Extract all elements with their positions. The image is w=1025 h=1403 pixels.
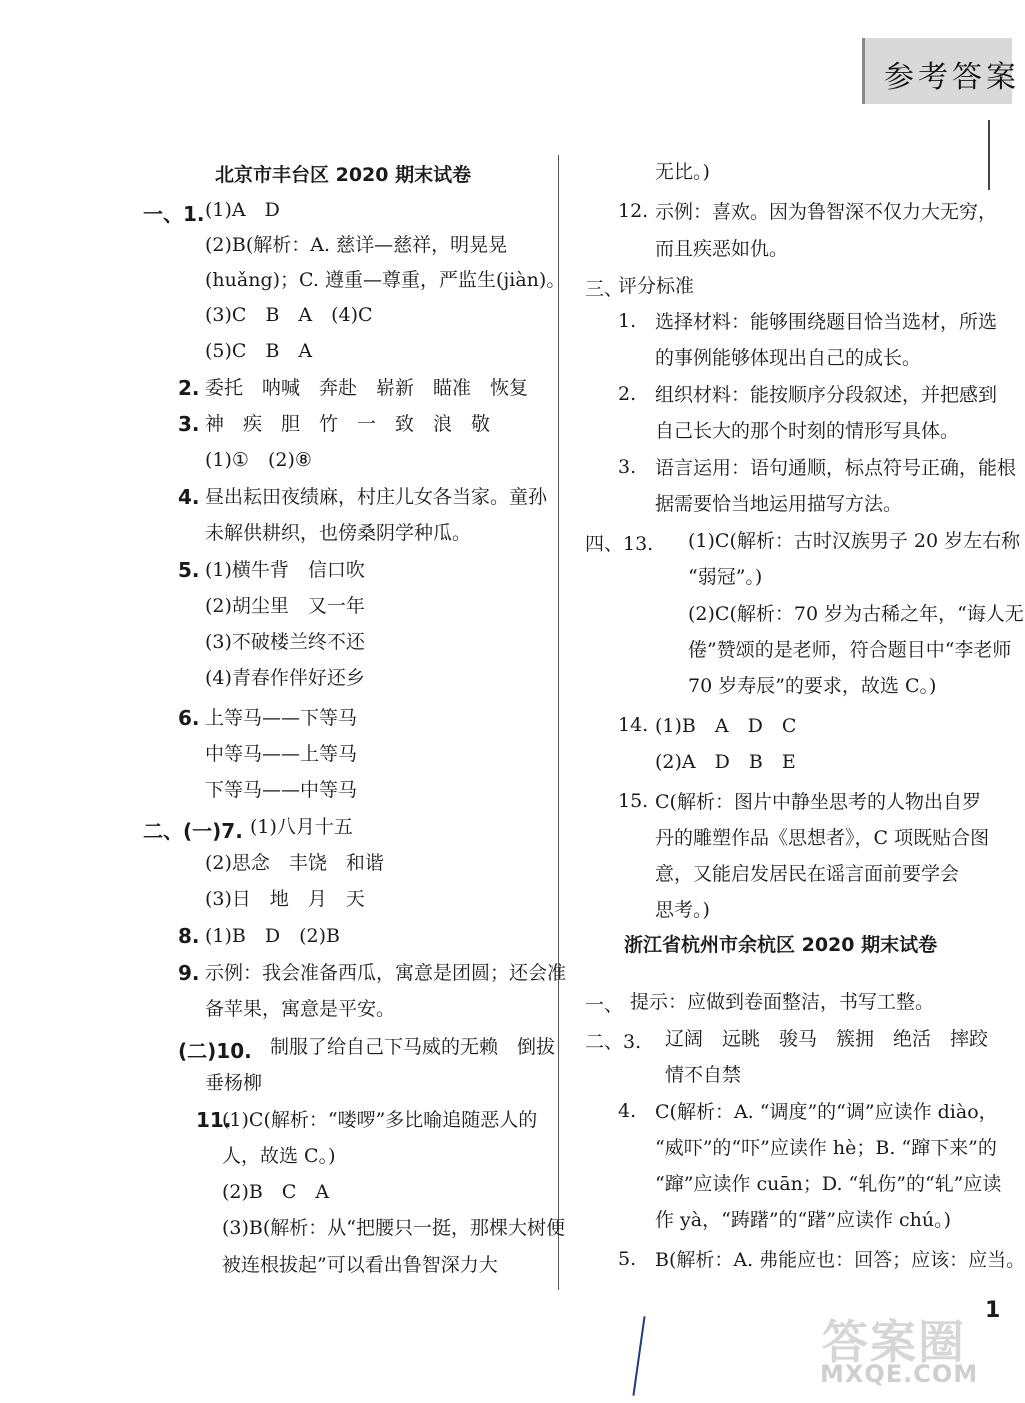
answer-line: 人，故选 C。) <box>222 1145 336 1167</box>
answer-line: 神 疾 胆 竹 一 致 浪 敬 <box>205 413 491 435</box>
item-number: 15. <box>618 790 649 812</box>
answer-line: 委托 呐喊 奔赴 崭新 瞄准 恢复 <box>205 377 529 399</box>
item-number: 2. <box>618 383 637 405</box>
watermark-url: MXQE.COM <box>820 1360 979 1388</box>
answer-line: (1)B A D C <box>655 715 797 737</box>
item-number: 三、 <box>585 278 624 300</box>
item-number: 1. <box>618 310 637 332</box>
item-number: 14. <box>618 714 649 736</box>
answer-line: 意，又能启发居民在谣言面前要学会 <box>655 863 960 885</box>
item-number: 6. <box>178 706 200 730</box>
answer-line: (1)C(解析：“喽啰”多比喻追随恶人的 <box>222 1109 538 1131</box>
side-mark <box>988 120 1002 190</box>
answer-line: (1)横牛背 信口吹 <box>205 559 365 581</box>
answer-line: (2)胡尘里 又一年 <box>205 595 365 617</box>
answer-line: (3)日 地 月 天 <box>205 888 365 910</box>
item-number: 4. <box>178 485 200 509</box>
answer-line: 备苹果，寓意是平安。 <box>205 998 396 1020</box>
answer-line: 语言运用：语句通顺，标点符号正确，能根 <box>655 457 1017 479</box>
answer-line: (1)C(解析：古时汉族男子 20 岁左右称 <box>688 530 1021 552</box>
item-number: 11. <box>196 1108 232 1132</box>
exam-title-right: 浙江省杭州市余杭区 2020 期末试卷 <box>624 934 938 956</box>
pen-mark <box>632 1316 645 1395</box>
answer-line: 思考。) <box>655 899 710 921</box>
answer-line: (1)① (2)⑧ <box>205 449 312 471</box>
answer-line: (2)B C A <box>222 1181 330 1203</box>
answer-line: 组织材料：能按顺序分段叙述，并把感到 <box>655 384 998 406</box>
answer-line: 自己长大的那个时刻的情形写具体。 <box>655 420 960 442</box>
answer-line: (1)八月十五 <box>250 816 353 838</box>
answer-line: 未解供耕织，也傍桑阴学种瓜。 <box>205 522 472 544</box>
answer-line: 昼出耘田夜绩麻，村庄儿女各当家。童孙 <box>205 486 548 508</box>
answer-line: (3)B(解析：从“把腰只一挺，那棵大树便 <box>222 1217 566 1239</box>
item-number: 5. <box>178 558 200 582</box>
answer-line: (5)C B A <box>205 340 313 362</box>
answer-line: (3)不破楼兰终不还 <box>205 631 365 653</box>
answer-line: 据需要恰当地运用描写方法。 <box>655 493 903 515</box>
watermark-logo: 答案圈 <box>822 1315 966 1369</box>
item-number: 2. <box>178 376 200 400</box>
answer-line: (3)C B A (4)C <box>205 304 373 326</box>
item-number: (二)10. <box>178 1039 252 1063</box>
item-number: 二、(一)7. <box>143 819 243 843</box>
answer-line: 70 岁寿辰”的要求，故选 C。) <box>688 675 937 697</box>
tab-label: 参考答案 <box>884 60 1020 95</box>
answer-line: “蹿”应读作 cuān；D. “轧伤”的“轧”应读 <box>655 1173 1002 1195</box>
item-number: 4. <box>618 1100 637 1122</box>
answer-line: (1)B D (2)B <box>205 925 340 947</box>
answer-line: (2)思念 丰饶 和谐 <box>205 852 384 874</box>
answer-line: C(解析：A. “调度”的“调”应读作 diào， <box>655 1101 998 1123</box>
answer-line: “弱冠”。) <box>688 566 763 588</box>
answer-line: “威吓”的“吓”应读作 hè；B. “蹿下来”的 <box>655 1137 997 1159</box>
answer-line: 示例：我会准备西瓜，寓意是团圆；还会准 <box>205 962 567 984</box>
answer-line: 辽阔 远眺 骏马 簇拥 绝活 摔跤 <box>665 1028 989 1050</box>
answer-line: 被连根拔起”可以看出鲁智深力大 <box>222 1254 498 1276</box>
answer-line: 而且疾恶如仇。 <box>655 238 789 260</box>
answer-line: (2)A D B E <box>655 751 796 773</box>
answer-line: 下等马——中等马 <box>205 779 358 801</box>
answer-line: (2)B(解析：A. 慈详—慈祥，明晃晃 <box>205 234 508 256</box>
item-number: 四、13. <box>585 533 654 555</box>
answer-line: 作 yà，“踌躇”的“躇”应读作 chú。) <box>655 1209 952 1231</box>
item-number: 一、1. <box>143 202 205 226</box>
item-number: 一、 <box>585 994 624 1016</box>
answer-line: 倦”赞颂的是老师，符合题目中“李老师 <box>688 639 1012 661</box>
answer-line: 选择材料：能够围绕题目恰当选材，所选 <box>655 311 998 333</box>
answer-line: 中等马——上等马 <box>205 743 358 765</box>
answer-line: 情不自禁 <box>665 1064 742 1086</box>
item-number: 3. <box>178 412 200 436</box>
answer-line: 的事例能够体现出自己的成长。 <box>655 347 922 369</box>
answer-line: C(解析：图片中静坐思考的人物出自罗 <box>655 791 981 813</box>
answer-line: 垂杨柳 <box>205 1072 263 1094</box>
item-number: 8. <box>178 924 200 948</box>
answer-line: 评分标准 <box>618 275 695 297</box>
item-number: 9. <box>178 961 200 985</box>
answer-line: (huǎng)；C. 遵重—尊重，严监生(jiàn)。 <box>205 269 566 291</box>
item-number: 12. <box>618 200 649 222</box>
item-number: 3. <box>618 456 637 478</box>
answer-line: 丹的雕塑作品《思想者》，C 项既贴合图 <box>655 827 990 849</box>
answer-line: (4)青春作伴好还乡 <box>205 667 365 689</box>
column-divider <box>558 155 559 1290</box>
answer-line: 无比。) <box>655 161 710 183</box>
answer-line: 制服了给自己下马威的无赖 倒拔 <box>270 1036 556 1058</box>
answer-line: 示例：喜欢。因为鲁智深不仅力大无穷， <box>655 201 998 223</box>
answer-line: (1)A D <box>205 199 280 221</box>
item-number: 5. <box>618 1248 637 1270</box>
item-number: 二、3. <box>585 1031 642 1053</box>
answer-line: 上等马——下等马 <box>205 707 358 729</box>
answer-line: (2)C(解析：70 岁为古稀之年，“诲人无 <box>688 603 1024 625</box>
answer-line: B(解析：A. 弗能应也：回答；应该：应当。 <box>655 1249 1025 1271</box>
answer-line: 提示：应做到卷面整洁，书写工整。 <box>630 991 935 1013</box>
exam-title-left: 北京市丰台区 2020 期末试卷 <box>215 164 472 186</box>
page-number: 1 <box>985 1298 1001 1323</box>
